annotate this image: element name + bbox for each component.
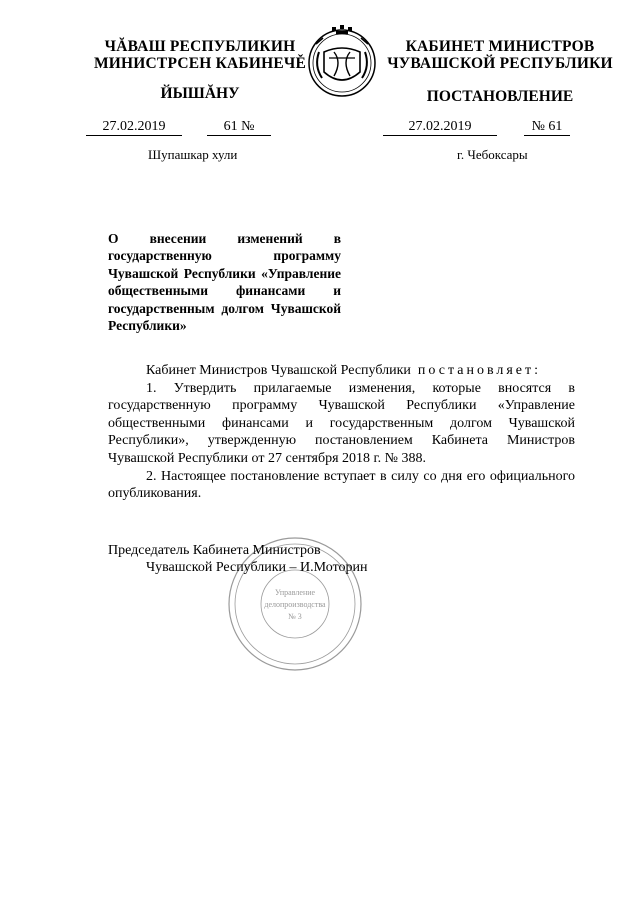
right-number: № 61	[524, 119, 570, 136]
left-place: Шупашкар хули	[148, 147, 238, 162]
intro-org: Кабинет Министров Чувашской Республики	[146, 363, 411, 378]
header-right-doc-type: ПОСТАНОВЛЕНИЕ	[426, 88, 574, 105]
header-left-doc-type: ЙЫШĂНУ	[160, 85, 240, 102]
svg-text:Управление: Управление	[274, 588, 316, 597]
header-right-line2: ЧУВАШСКОЙ РЕСПУБЛИКИ	[387, 55, 613, 72]
intro-paragraph	[108, 362, 575, 380]
header-left-line2: МИНИСТРСЕН КАБИНЕЧĚ	[93, 55, 307, 72]
header-right-org	[385, 38, 615, 72]
paragraph-2: 2. Настоящее постановление вступает в силу со дня его официального опубликования.	[108, 468, 575, 502]
document-body	[108, 362, 575, 503]
svg-text:делопроизводства: делопроизводства	[264, 600, 326, 609]
right-place: г. Чебоксары	[457, 147, 528, 162]
left-date-line	[86, 119, 271, 136]
emblem-icon	[303, 22, 381, 100]
paragraph-1: 1. Утвердить прилагаемые изменения, которые вносятся в государственную программу Чувашской Республики «Управление общественными финансами и государственным долгом Чувашской Республики», утвержденную постановлением Кабинета Министров Чувашской Республики от 27 сентября 2018 г. № 388.	[108, 380, 575, 466]
right-date: 27.02.2019	[383, 119, 497, 136]
header-left-line1: ЧĂВАШ РЕСПУБЛИКИН	[104, 38, 296, 55]
right-date-line	[383, 119, 570, 136]
intro-verb: постановляет:	[417, 363, 542, 378]
header-right-line1: КАБИНЕТ МИНИСТРОВ	[405, 38, 595, 55]
left-date: 27.02.2019	[86, 119, 182, 136]
header-left-org	[90, 38, 310, 72]
signature-line-2: Чувашской Республики – И.Моторин	[146, 560, 368, 575]
svg-text:№ 3: № 3	[288, 612, 302, 621]
left-number: 61 №	[207, 119, 271, 136]
document-subject: О внесении изменений в государственную программу Чувашской Республики «Управление общественными финансами и государственным долгом Чувашской Республики»	[108, 231, 341, 334]
signature-line-1: Председатель Кабинета Министров	[108, 543, 321, 558]
